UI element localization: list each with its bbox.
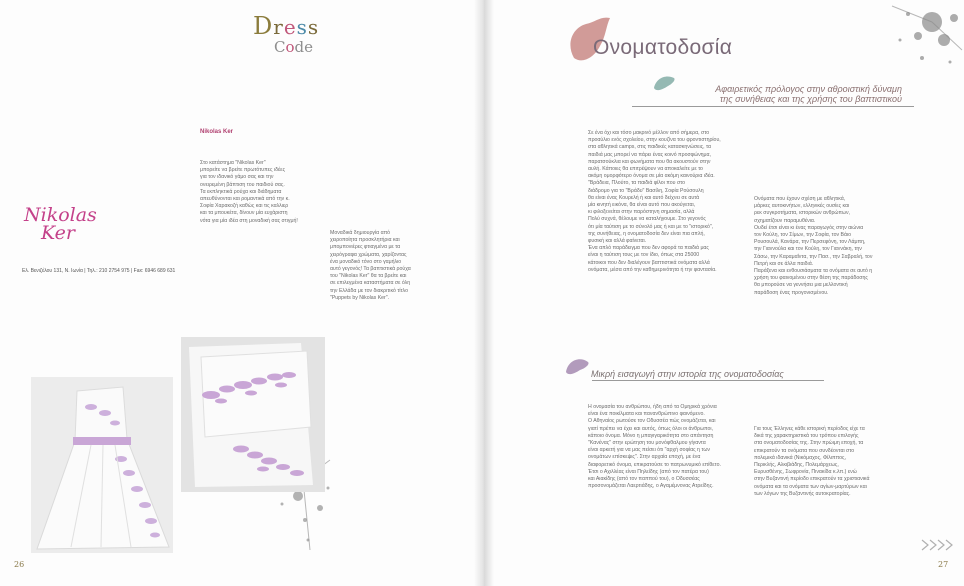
text-line: χειρόγραφα χρώματα, χαρίζοντας (330, 251, 407, 258)
text-line: την Γιαννούλα και τον Κούλη, τον Γιαννάκη, την (754, 246, 862, 253)
text-line: "Κανένας" στην ερώτηση του μονόφθαλμου γίγαντα (588, 440, 706, 447)
book-spine (474, 0, 494, 586)
text-line: απευθύνονται και ρομαντικά από την κ. (200, 196, 290, 203)
logo-dress (253, 12, 319, 40)
bird-splash-lilac (564, 352, 592, 376)
text-line: θα μπορούσε να γεννήσει μια μελλοντική (754, 282, 848, 289)
text-line: Ρουσουλά, Κανάρα, την Περσεφόνη, τον Λάμπη, (754, 239, 866, 246)
chevrons-icon (920, 538, 960, 552)
text-line: Σε ένα όχι και τόσο μακρινό μέλλον από σήμερα, στο (588, 130, 710, 136)
text-line: Σοφία Χαρακοζή καθώς και τις καλλιερ (200, 203, 289, 210)
text-line: επικρατούν τα ονόματα που συνδέονται στο (754, 447, 855, 454)
text-line: Για τους Έλληνες κάθε ιστορική περίοδος είχε τα (754, 426, 865, 432)
text-line: Μοναδικά δημιουργία από (330, 230, 391, 236)
logo-letter: C (274, 38, 286, 56)
text-line: Ουδεί έτσι είναι κι ένας παραγωγός στην αιώνια (754, 224, 864, 231)
text-line: σχηματίζουν παραμυθένια. (754, 217, 816, 224)
text-line: Περικλής, Αλκιβιάδης, Πολεμάρχεως, (754, 462, 839, 469)
brand-heading: Nikolas Ker (200, 129, 234, 135)
intro-text (200, 160, 315, 225)
text-line: μία κινητή εικόνα, θα είναι αυτό που ακούγεται, (588, 202, 696, 209)
text-line: χρήση του φαινομένου στην θέση της παράδοσης (754, 275, 868, 282)
text-line: γιατί πρέπει να έχει και αυτός, όπως όλοι οι άνθρωποι, (588, 425, 713, 432)
contact-info: Ελ. Βενιζέλου 131, Ν. Ιωνία | Τηλ.: 210 2754 975 | Fax: 6946 689 631 (22, 268, 176, 274)
text-line: είναι αρκετή για να μας πείσει ότι "αρχή σοφίας η των (588, 447, 710, 454)
page-number-left: 26 (14, 560, 25, 569)
article-column-1 (588, 130, 738, 274)
subtitle-underline (632, 106, 914, 107)
text-line: στα αθλητικά camps, στις παιδικές κατασκηνώσεις, τα (588, 144, 711, 151)
text-line: μπομπονιέρες φτιαγμένα με τα (330, 244, 401, 251)
text-line: διαφορετικό όνομα, επικρατούσε το πατρωνυμικό επίθετο. (588, 461, 721, 468)
page-number-right: 27 (938, 560, 949, 569)
logo-letter: e (304, 38, 314, 56)
text-line: κάποιο όνομα. Μόνο η μπαγιγαρικότητα στο απάντηση (588, 432, 714, 439)
text-line: Έτσι ο Αχιλλέας είναι Πηλείδης (από τον πατέρα του) (588, 468, 709, 475)
text-line: ονειρεμένη βάπτιση του παιδιού σας. (200, 181, 285, 188)
text-line: μάρκες αυτοκινήτων, ελληνικές ουσίες και (754, 203, 850, 210)
logo-letter: s (296, 15, 308, 39)
logo-letter: s (307, 15, 320, 39)
text-line: Ονόματα που έχουν σχέση με αθλητικά, (754, 196, 846, 202)
text-line: θα είναι ένας Κουρελή ή και αυτό δείχνει σε αυτά (588, 194, 700, 201)
text-line: Παράξενα και ενθουσιάσματα τα ονόματα σε αυτό η (754, 268, 873, 275)
text-line: σε επιλεγμένα καταστήματα σε όλη (330, 280, 411, 287)
text-line: ονόματα, μέσα από την καθημερινότητα ή την φαντασία. (588, 266, 717, 273)
text-line: τον Κούλη, τον Σίμων, την Σοφία, τον Βάιο (754, 232, 851, 239)
text-line: Σάσω, την Καραμαΐντα, την Πασ., την Σαβραλή, τον (754, 253, 873, 260)
logo-code (274, 38, 313, 56)
text-line: Τα εκπληκτικά ρούχα και διάδηματα (200, 188, 282, 195)
text-line: του "Nikolas Ker" θα τα βρείτε και (330, 273, 407, 280)
subtitle-line: της συνήθειας και της χρήσης του βαπτιστικού (719, 94, 902, 104)
brand-logo-line: Nikolas (24, 204, 97, 226)
text-line: παρατσούκλια και φωνήματα που θα ακουστούν στην (588, 158, 711, 165)
text-line: ονόματα και τα ονόματα των αγίων-μαρτύρων και (754, 483, 867, 490)
text-line: της συνήθειας, η ονοματοδοσία δεν είναι πια απλή, (588, 230, 705, 237)
text-line: Ένα απλό παράδειγμα που δεν αφορά τα παιδιά μας (588, 245, 709, 252)
text-line: προσονομάζεται Λαερτιάδης, ο Αγαμέμνονας Ατρείδης. (588, 483, 714, 490)
brand-logo-line: Ker (41, 222, 76, 244)
text-line: στην Βυζαντινή περίοδο επικρατούν τα χριστιανικά (754, 476, 870, 483)
text-line: παιδιά μας μπορεί να πάρει ένας κοινό προσφώνημα, (588, 151, 711, 158)
text-line: ρεκ συγκροτήματα, ιστορικών ανθρώπων, (754, 210, 850, 217)
text-line: ονομάτων επίσκεψις". Στην αρχαία εποχή, με ένα (588, 454, 701, 461)
text-line: ότι μία ταύτιση με το σύνολό μας ή και με το "ιστορικό", (588, 223, 714, 230)
logo-letter: d (294, 38, 305, 56)
article-column-4 (754, 426, 916, 498)
text-line: και Αιακίδης (από τον παππού του), ο Οδυσσέας (588, 476, 700, 483)
text-line: κι φιλοξενείται στην παρόστηνη σημασία, αλλά (588, 209, 695, 216)
text-line: κάτοικοι που δεν διαλέγουν βαπτιστικά ονόματα αλλά (588, 259, 710, 266)
logo-letter: e (283, 15, 297, 39)
brand-logo (24, 206, 97, 242)
page-title: Ονοματοδοσία (593, 36, 733, 59)
text-line: για τον ιδανικό γάμο σας και την (200, 174, 274, 181)
design-text (330, 230, 445, 302)
ink-splatter-right (862, 0, 964, 80)
subtitle-line: Αφαιρετικός πρόλογος στην αθροιστική δύναμη (715, 84, 902, 94)
text-line: στα ονοματοδοσίας της. Στην πρώιμη εποχή, τα (754, 440, 864, 447)
text-line: Ευρυσθένης, Σωφρονία, Πινακίδα κ.λπ.) ενώ (754, 469, 857, 476)
text-line: την Ελλάδα με τον διακριτικό τίτλο (330, 287, 408, 294)
text-line: των λόγων της Βυζαντινής αυτοκρατορίας. (754, 490, 851, 497)
text-line: Στο κατάστημα "Nikolas Ker" (200, 160, 266, 166)
text-line: Πετρή και σε άλλα παιδιά. (754, 260, 814, 267)
subtitle (600, 84, 902, 104)
text-line: αυλή. Κάποιες θα επιτρέψουν να αποκαλείτε με το (588, 166, 703, 173)
text-line: είναι η ταύτιση τους με τον ίδιο, όπως στα 25000 (588, 252, 700, 259)
text-line: νότα για μία ιδέα στη μοναδική σας στιγμή! (200, 217, 298, 224)
text-line: παράδοση ένας προγονισμένου. (754, 289, 829, 296)
right-page (482, 0, 964, 586)
text-line: είναι ένα ποικίλματα και πανανθρώπινο φαινόμενο. (588, 411, 705, 418)
text-line: αυτό γεγονός! Τα βαπτιστικά ρούχα (330, 266, 411, 273)
article-column-2 (754, 196, 914, 297)
section-title: Μικρή εισαγωγή στην ιστορία της ονοματοδοσίας (591, 369, 784, 379)
text-line: διάδρομο για το "Βράδυ" Βασίλη, Σοφία Ρούσουλη (588, 187, 704, 194)
text-line: Ο Αθηναίος ρωτούσε τον Οδυσσέα πώς ονομάζεται, και (588, 418, 716, 425)
towel-photo (181, 337, 325, 492)
text-line: δικά της χαρακτηριστικά του τρόπου επιλογής (754, 433, 859, 440)
text-line: χειροποίητα προσκλητήρια και (330, 237, 400, 244)
text-line: φυσική και αλλά φαίνεται. (588, 238, 647, 245)
text-line: Η ονομασία του ανθρώπου, ήδη από τα Ομηρικά χρόνια (588, 404, 717, 410)
text-line: ένα μοναδικό τόνο στο γαμήλιο (330, 258, 402, 265)
text-line: πολεμικά ιδανικά (Νικόμαχος, Φίλιππος, (754, 454, 846, 461)
text-line: μπορείτε να βρείτε πρωτότυπες ιδέες (200, 167, 286, 174)
text-line: ακόμη ομορφότερο όνομα σε μία ακόμη καινούρια ιδέα. (588, 173, 715, 180)
text-line: Πολύ συχνά, θέλουμε να καταλήγουμε. Στο γεγονός (588, 216, 706, 223)
section-underline (592, 380, 824, 381)
article-column-3 (588, 404, 750, 490)
logo-letter: r (273, 15, 284, 39)
text-line: "Puppets by Nikolas Ker". (330, 294, 390, 301)
text-line: προαύλιο ενός σχολείου, στην κουζίνα του φροντιστηρίου, (588, 137, 721, 144)
logo-letter: D (253, 12, 274, 40)
dress-photo (31, 377, 173, 553)
logo-letter: o (285, 38, 295, 56)
text-line: και τα μπουκέτα, δίνουν μία ευχάριστη (200, 210, 288, 217)
text-line: "Βράδεια, Πλούτο, τα παιδιά φίλοι που στο (588, 180, 686, 187)
